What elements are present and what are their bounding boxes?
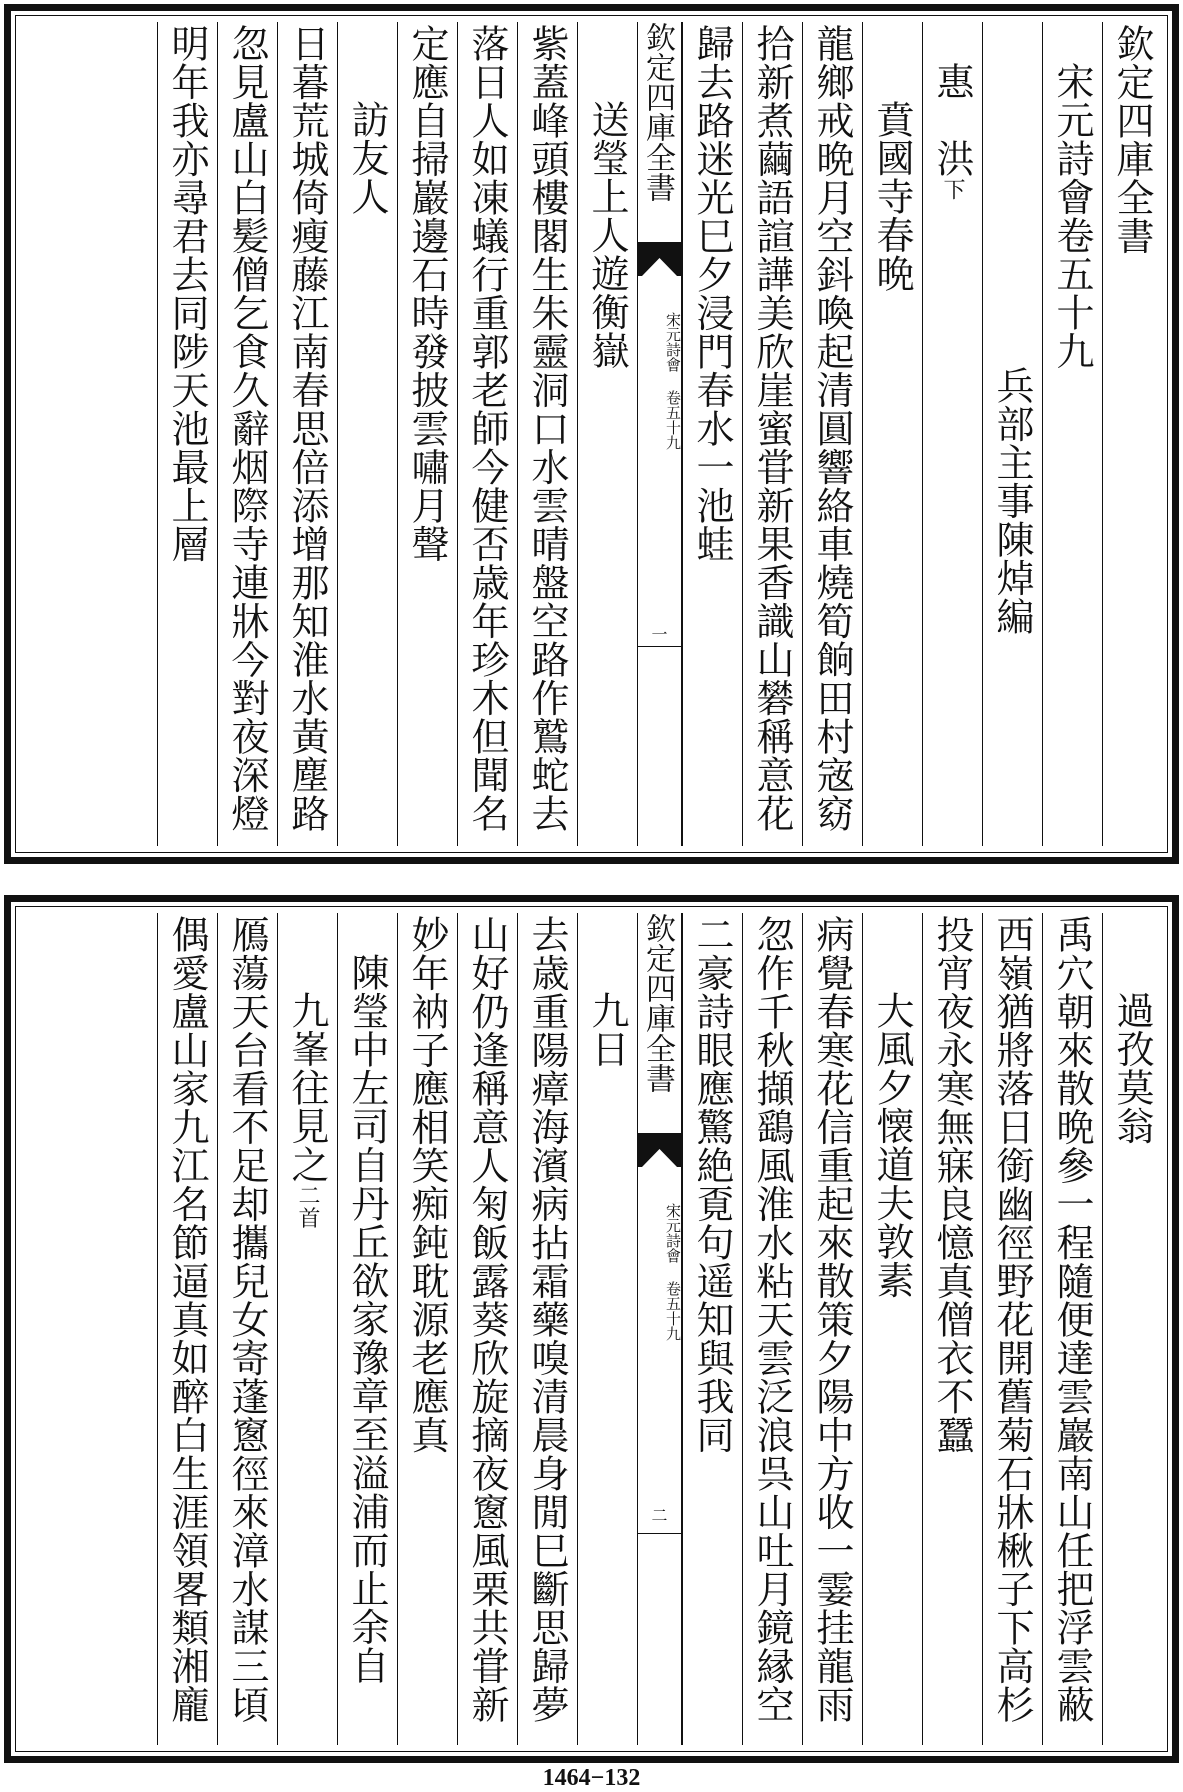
column-text: 西嶺猶將落日銜幽徑野花開舊菊石牀楸子下高杉 — [990, 915, 1034, 1724]
text-column — [922, 913, 982, 1745]
text-column — [862, 913, 922, 1745]
column-text: 訪友人 — [345, 100, 389, 216]
column-text: 九峯往見之 二首 — [278, 915, 337, 1745]
column-text: 二豪詩眼應驚絶覔句遥知與我同 — [690, 915, 734, 1454]
text-column — [277, 913, 337, 1745]
leaf-number: 二 — [651, 1506, 668, 1525]
fish-tail-mark — [638, 242, 681, 276]
column-text: 明年我亦尋君去同陟天池最上層 — [165, 24, 209, 563]
column-text: 惠 洪 下 — [923, 24, 982, 846]
text-column — [802, 22, 862, 846]
center-rule — [638, 1533, 681, 1534]
text-column — [337, 913, 397, 1745]
text-column — [157, 913, 217, 1745]
column-text: 大風夕懐道夫敦素 — [870, 991, 914, 1299]
column-text: 禹穴朝來散晩參一程隨便達雲巖南山任把浮雲蔽 — [1050, 915, 1094, 1724]
text-column — [1042, 913, 1102, 1745]
column-text: 兵部主事陳焯編 — [990, 366, 1034, 636]
text-column — [217, 913, 277, 1745]
column-text: 忽見盧山白髪僧乞食久辭烟際寺連牀今對夜深燈 — [225, 24, 269, 833]
column-text: 欽定四庫全書 — [1110, 24, 1154, 255]
text-column — [1102, 913, 1162, 1745]
column-text: 紫蓋峰頭樓閣生朱靈洞口水雲晴盤空路作鷲蛇去 — [525, 24, 569, 833]
text-column — [457, 22, 517, 846]
text-column — [397, 913, 457, 1745]
text-column — [577, 913, 637, 1745]
column-text: 妙年衲子應相笑痴鈍耽源老應真 — [405, 915, 449, 1454]
column-text: 過孜莫翁 — [1110, 991, 1154, 1145]
text-column — [577, 22, 637, 846]
column-text: 賁國寺春晩 — [870, 100, 914, 293]
text-column — [1042, 22, 1102, 846]
column-text: 送瑩上人遊衡嶽 — [585, 100, 629, 370]
center-header: 欽定四庫全書 — [640, 22, 675, 202]
center-rule — [638, 646, 681, 647]
page-sheet-1 — [4, 4, 1179, 864]
column-text: 落日人如凍蟻行重郭老師今健否歳年珍木但聞名 — [465, 24, 509, 833]
column-small-note: 二首 — [295, 1183, 320, 1229]
text-column — [742, 913, 802, 1745]
text-column — [682, 913, 742, 1745]
column-text: 定應自掃巖邊石時發披雲嘯月聲 — [405, 24, 449, 563]
text-column — [517, 22, 577, 846]
column-text: 偶愛盧山家九江名節逼真如醉白生涯領畧類湘龐 — [165, 915, 209, 1724]
page-sheet-2 — [4, 895, 1179, 1763]
text-column — [277, 22, 337, 846]
text-column — [337, 22, 397, 846]
binding-center-strip — [637, 913, 682, 1745]
column-text: 拾新煮繭語諠譁美欣崖蜜甞新果香識山礬稱意花 — [750, 24, 794, 833]
column-text: 龍鄉戒晩月空鈄喚起清圓響絡車燒筍餉田村宼窈 — [810, 24, 854, 833]
text-column — [457, 913, 517, 1745]
column-text: 忽作千秋擷鷂風淮水粘天雲泛浪呉山吐月鏡縁空 — [750, 915, 794, 1724]
column-text: 日暮荒城倚瘦藤江南春思倍添增那知淮水黃塵路 — [285, 24, 329, 833]
column-small-note: 下 — [940, 177, 965, 200]
center-subtitle: 宋元詩會 卷五十九 — [664, 312, 682, 450]
text-column — [862, 22, 922, 846]
text-column — [517, 913, 577, 1745]
column-text: 山好仍逢稱意人匊飯露葵欣旋摘夜窻風栗共甞新 — [465, 915, 509, 1724]
leaf-number: 一 — [651, 625, 668, 644]
column-text: 病覺春寒花信重起來散策夕陽中方收一霎挂龍雨 — [810, 915, 854, 1724]
column-text: 投宵夜永寒無寐良憶真僧衣不蠶 — [930, 915, 974, 1454]
text-column — [982, 913, 1042, 1745]
column-text: 去歳重陽瘴海濱病拈霜藥嗅清晨身閒巳斷思歸夢 — [525, 915, 569, 1724]
page-number: 1464−132 — [542, 1765, 641, 1791]
text-column — [157, 22, 217, 846]
text-column — [922, 22, 982, 846]
fish-tail-mark — [638, 1133, 681, 1167]
column-text: 宋元詩會卷五十九 — [1050, 62, 1094, 370]
column-text: 九日 — [585, 991, 629, 1068]
center-subtitle: 宋元詩會 卷五十九 — [664, 1203, 682, 1341]
column-text: 鴈蕩天台看不足却攜兒女寄蓬窻徑來漳水謀三頃 — [225, 915, 269, 1724]
text-column — [397, 22, 457, 846]
text-column — [217, 22, 277, 846]
text-column — [1102, 22, 1162, 846]
column-text: 歸去路迷光巳夕浸門春水一池蛙 — [690, 24, 734, 563]
text-column — [982, 22, 1042, 846]
text-column — [682, 22, 742, 846]
center-header: 欽定四庫全書 — [640, 913, 675, 1093]
column-text: 陳瑩中左司自丹丘欲家豫章至溢浦而止余自 — [345, 953, 389, 1685]
text-column — [802, 913, 862, 1745]
text-column — [742, 22, 802, 846]
binding-center-strip — [637, 22, 682, 846]
